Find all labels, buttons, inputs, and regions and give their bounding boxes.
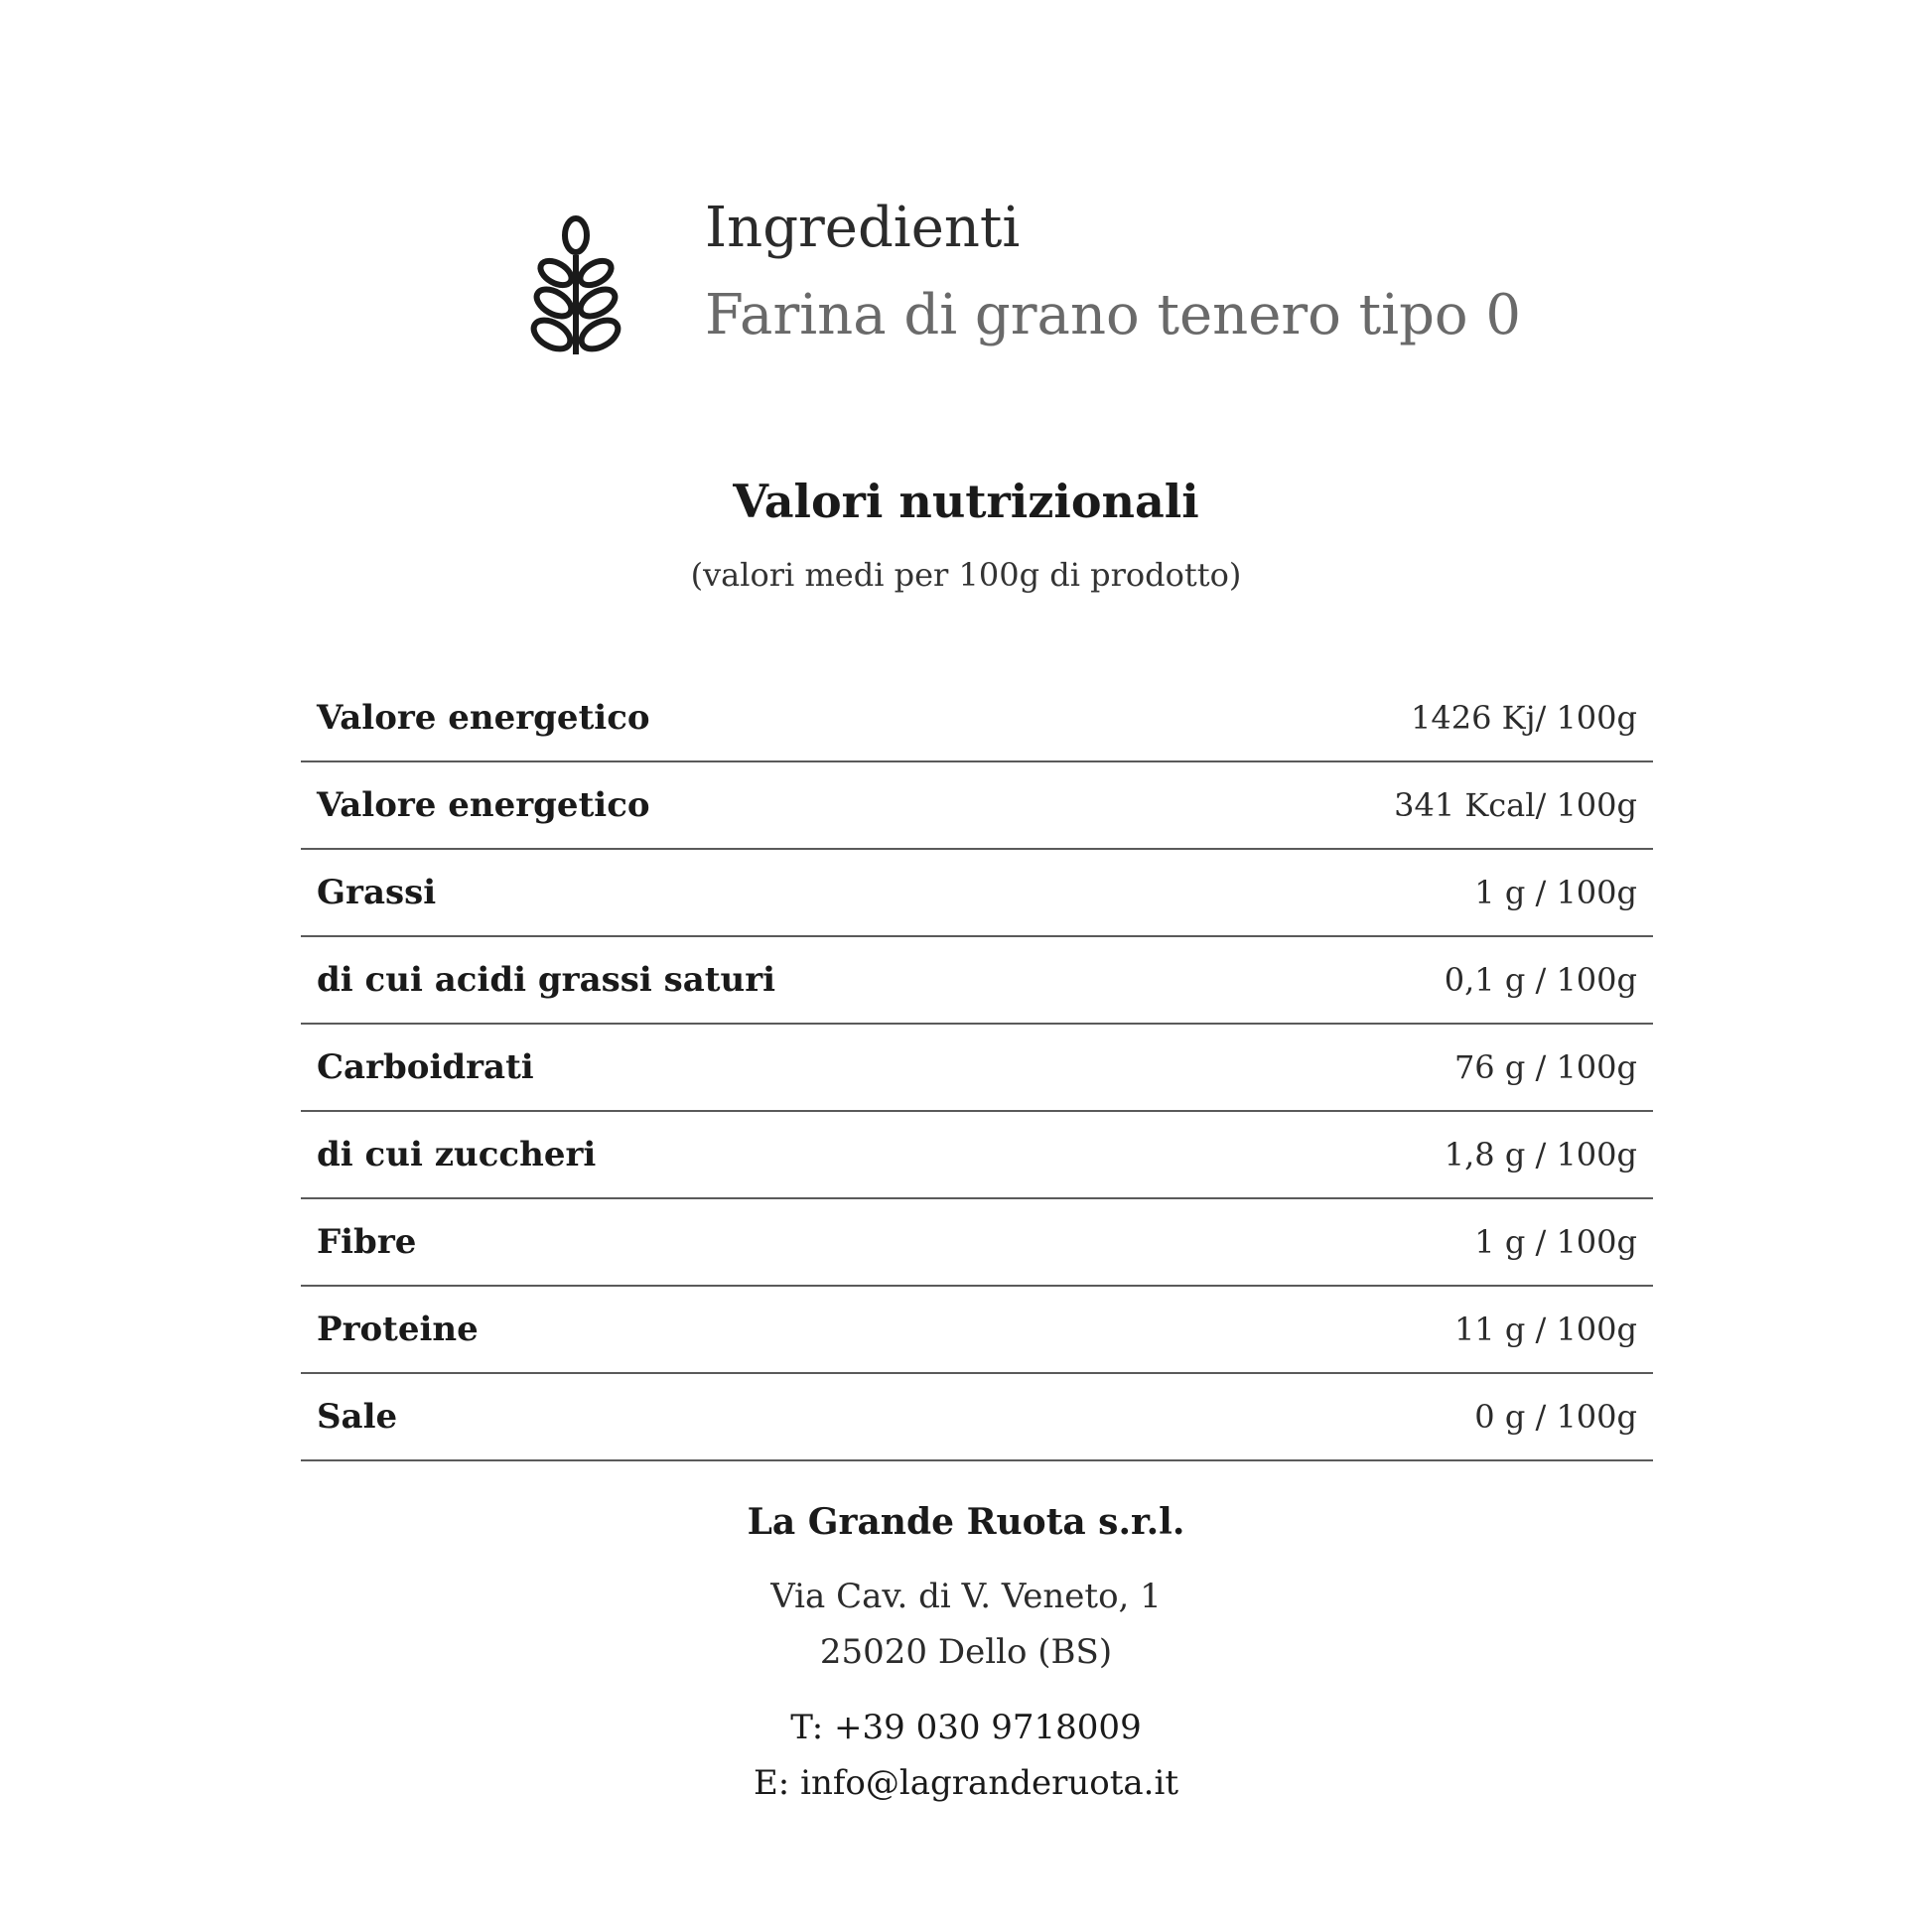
company-contacts bbox=[0, 1700, 1932, 1811]
row-label: Valore energetico bbox=[317, 698, 650, 738]
row-value: 1426 Kj/ 100g bbox=[1411, 699, 1637, 737]
row-value: 0,1 g / 100g bbox=[1444, 961, 1637, 999]
nutrition-table bbox=[301, 675, 1653, 1461]
company-name: La Grande Ruota s.r.l. bbox=[747, 1501, 1185, 1543]
nutrition-title: Valori nutrizionali bbox=[733, 475, 1199, 528]
ingredients-value: Farina di grano tenero tipo 0 bbox=[705, 283, 1522, 347]
table-row bbox=[301, 1287, 1653, 1374]
nutrition-header bbox=[0, 472, 1932, 597]
nutrition-subtitle: (valori medi per 100g di prodotto) bbox=[690, 556, 1242, 594]
row-label: Carboidrati bbox=[317, 1047, 534, 1087]
table-row bbox=[301, 675, 1653, 762]
row-value: 76 g / 100g bbox=[1453, 1048, 1637, 1086]
table-row bbox=[301, 1199, 1653, 1287]
row-label: Proteine bbox=[317, 1310, 479, 1349]
row-value: 0 g / 100g bbox=[1474, 1398, 1637, 1436]
row-label: Valore energetico bbox=[317, 785, 650, 825]
table-row bbox=[301, 1374, 1653, 1461]
company-address bbox=[0, 1569, 1932, 1680]
table-row bbox=[301, 762, 1653, 850]
row-label: Sale bbox=[317, 1397, 398, 1437]
email-address: E: info@lagranderuota.it bbox=[753, 1763, 1179, 1803]
row-value: 1,8 g / 100g bbox=[1444, 1136, 1637, 1173]
table-row bbox=[301, 937, 1653, 1025]
row-value: 1 g / 100g bbox=[1474, 1223, 1637, 1261]
row-label: di cui zuccheri bbox=[317, 1135, 597, 1174]
table-row bbox=[301, 1112, 1653, 1199]
row-value: 1 g / 100g bbox=[1474, 874, 1637, 911]
row-label: di cui acidi grassi saturi bbox=[317, 960, 776, 1000]
row-value: 341 Kcal/ 100g bbox=[1394, 786, 1637, 824]
ingredients-text bbox=[705, 194, 1521, 350]
row-label: Grassi bbox=[317, 873, 437, 912]
address-street: Via Cav. di V. Veneto, 1 bbox=[770, 1577, 1162, 1616]
phone-number: T: +39 030 9718009 bbox=[790, 1708, 1142, 1747]
row-label: Fibre bbox=[317, 1222, 417, 1262]
wheat-icon bbox=[526, 215, 625, 364]
row-value: 11 g / 100g bbox=[1453, 1311, 1637, 1348]
table-row bbox=[301, 1025, 1653, 1112]
table-row bbox=[301, 850, 1653, 937]
ingredients-section bbox=[526, 194, 1522, 382]
address-city: 25020 Dello (BS) bbox=[819, 1632, 1113, 1672]
ingredients-title: Ingredienti bbox=[705, 196, 1021, 260]
company-footer bbox=[0, 1497, 1932, 1811]
